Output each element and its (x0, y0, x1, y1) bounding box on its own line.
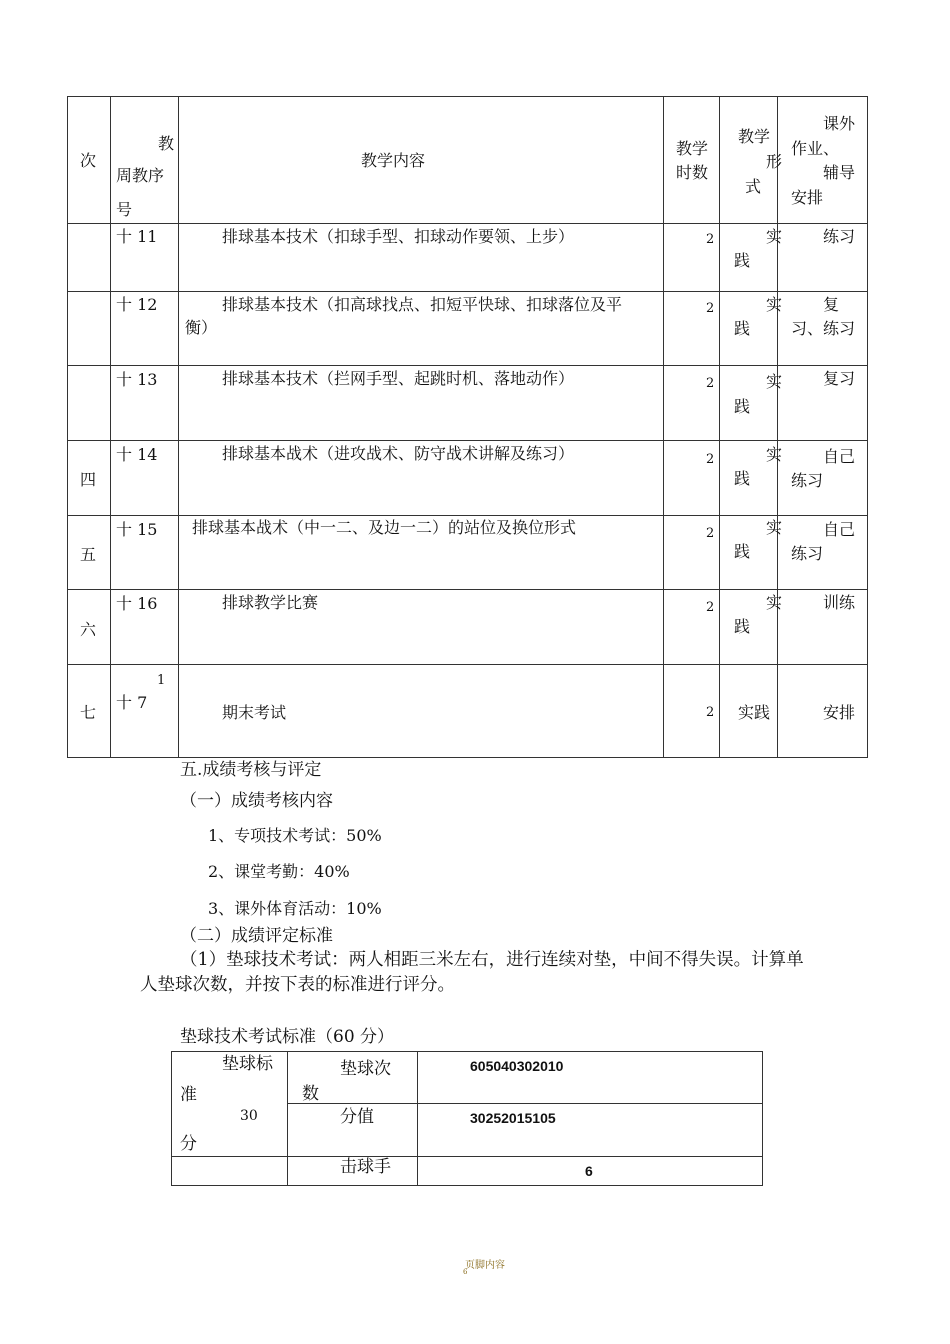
standard-label-a: 垫球标 (222, 1054, 273, 1074)
content-text: 排球基本战术（进攻战术、防守战术讲解及练习） (222, 444, 575, 463)
section-title: 五.成绩考核与评定 (180, 760, 322, 780)
hours-value: 2 (706, 376, 715, 391)
standard-label-d: 分 (180, 1134, 197, 1154)
grading-item-3: 3、课外体育活动：10% (208, 899, 382, 918)
hit-label: 击球手 (340, 1157, 391, 1177)
hours-value: 2 (706, 232, 715, 247)
homework-a: 自己 (823, 520, 856, 539)
score-table-caption: 垫球技术考试标准（60 分） (180, 1027, 395, 1047)
week-number: 十 14 (116, 445, 158, 464)
header-hw-b: 作业、 (791, 139, 840, 158)
hours-value: 2 (706, 705, 715, 720)
ci-value: 四 (80, 470, 97, 489)
count-values: 605040302010 (470, 1058, 564, 1074)
homework: 复习 (823, 369, 856, 388)
content-text: 排球教学比赛 (222, 593, 319, 612)
ci-value: 七 (80, 703, 97, 722)
header-form-b: 形 (766, 152, 783, 171)
hit-value: 6 (585, 1163, 593, 1179)
form-a: 实 (766, 295, 783, 314)
standard-label-b: 准 (180, 1085, 197, 1105)
form-a: 实 (766, 518, 783, 537)
homework-a: 复 (823, 295, 840, 314)
homework: 训练 (823, 593, 856, 612)
week-number: 十 13 (116, 370, 158, 389)
header-hw-a: 课外 (823, 114, 856, 133)
header-hours-b: 时数 (676, 163, 709, 182)
content-text: 排球基本技术（拦网手型、起跳时机、落地动作） (222, 369, 575, 388)
week-number: 十 15 (116, 520, 158, 539)
grading-item-1: 1、专项技术考试：50% (208, 826, 382, 845)
score-values: 30252015105 (470, 1110, 556, 1126)
homework: 练习 (823, 227, 856, 246)
paragraph-line-2: 人垫球次数，并按下表的标准进行评分。 (140, 975, 455, 995)
form-b: 践 (734, 251, 751, 270)
content-text: 排球基本技术（扣高球找点、扣短平快球、扣球落位及平 (222, 295, 623, 314)
header-hours-a: 教学 (676, 139, 709, 158)
page-number: 6 (463, 1268, 468, 1276)
week-number: 十 7 (116, 693, 148, 712)
header-week-b: 周教序 (116, 166, 165, 185)
form-b: 践 (734, 542, 751, 561)
header-hw-d: 安排 (791, 188, 824, 207)
footer-text: 页脚内容 (465, 1260, 505, 1271)
header-form-a: 教学 (738, 127, 771, 146)
form-a: 实 (766, 593, 783, 612)
form-b: 践 (734, 617, 751, 636)
count-label-a: 垫球次 (340, 1059, 391, 1079)
ci-value: 六 (80, 620, 97, 639)
content-text: 排球基本战术（中一二、及边一二）的站位及换位形式 (192, 518, 577, 537)
hours-value: 2 (706, 452, 715, 467)
content-text: 排球基本技术（扣球手型、扣球动作要领、上步） (222, 227, 575, 246)
form-b: 践 (734, 469, 751, 488)
homework-b: 练习 (791, 471, 824, 490)
homework-a: 自己 (823, 447, 856, 466)
header-ci: 次 (80, 151, 97, 170)
paragraph-line-1: （1）垫球技术考试：两人相距三米左右，进行连续对垫，中间不得失误。计算单 (180, 950, 804, 970)
header-week-a: 教 (158, 134, 175, 153)
week-number: 十 12 (116, 295, 158, 314)
hours-value: 2 (706, 301, 715, 316)
subsection-title-1: （一）成绩考核内容 (180, 791, 333, 811)
count-label-b: 数 (302, 1084, 319, 1104)
header-form-c: 式 (745, 177, 762, 196)
form-b: 践 (734, 397, 751, 416)
form-a: 实 (766, 372, 783, 391)
form-a: 实 (766, 445, 783, 464)
homework: 安排 (823, 703, 856, 722)
hours-value: 2 (706, 600, 715, 615)
score-label: 分值 (340, 1107, 374, 1127)
form-a: 实 (766, 227, 783, 246)
content-text: 期末考试 (222, 703, 287, 722)
form-value: 实践 (738, 703, 771, 722)
week-number: 十 16 (116, 594, 158, 613)
form-b: 践 (734, 319, 751, 338)
homework-b: 练习 (791, 544, 824, 563)
ci-value: 五 (80, 545, 97, 564)
homework-b: 习、练习 (791, 319, 856, 338)
hours-value: 2 (706, 526, 715, 541)
subsection-title-2: （二）成绩评定标准 (180, 926, 333, 946)
header-hw-c: 辅导 (823, 163, 856, 182)
header-content: 教学内容 (361, 151, 426, 170)
week-number: 十 11 (116, 227, 158, 246)
grading-item-2: 2、课堂考勤：40% (208, 862, 350, 881)
week-superscript: 1 (157, 673, 166, 688)
header-week-c: 号 (116, 200, 133, 219)
standard-score: 30 (240, 1108, 258, 1124)
content-text-cont: 衡） (185, 318, 218, 337)
